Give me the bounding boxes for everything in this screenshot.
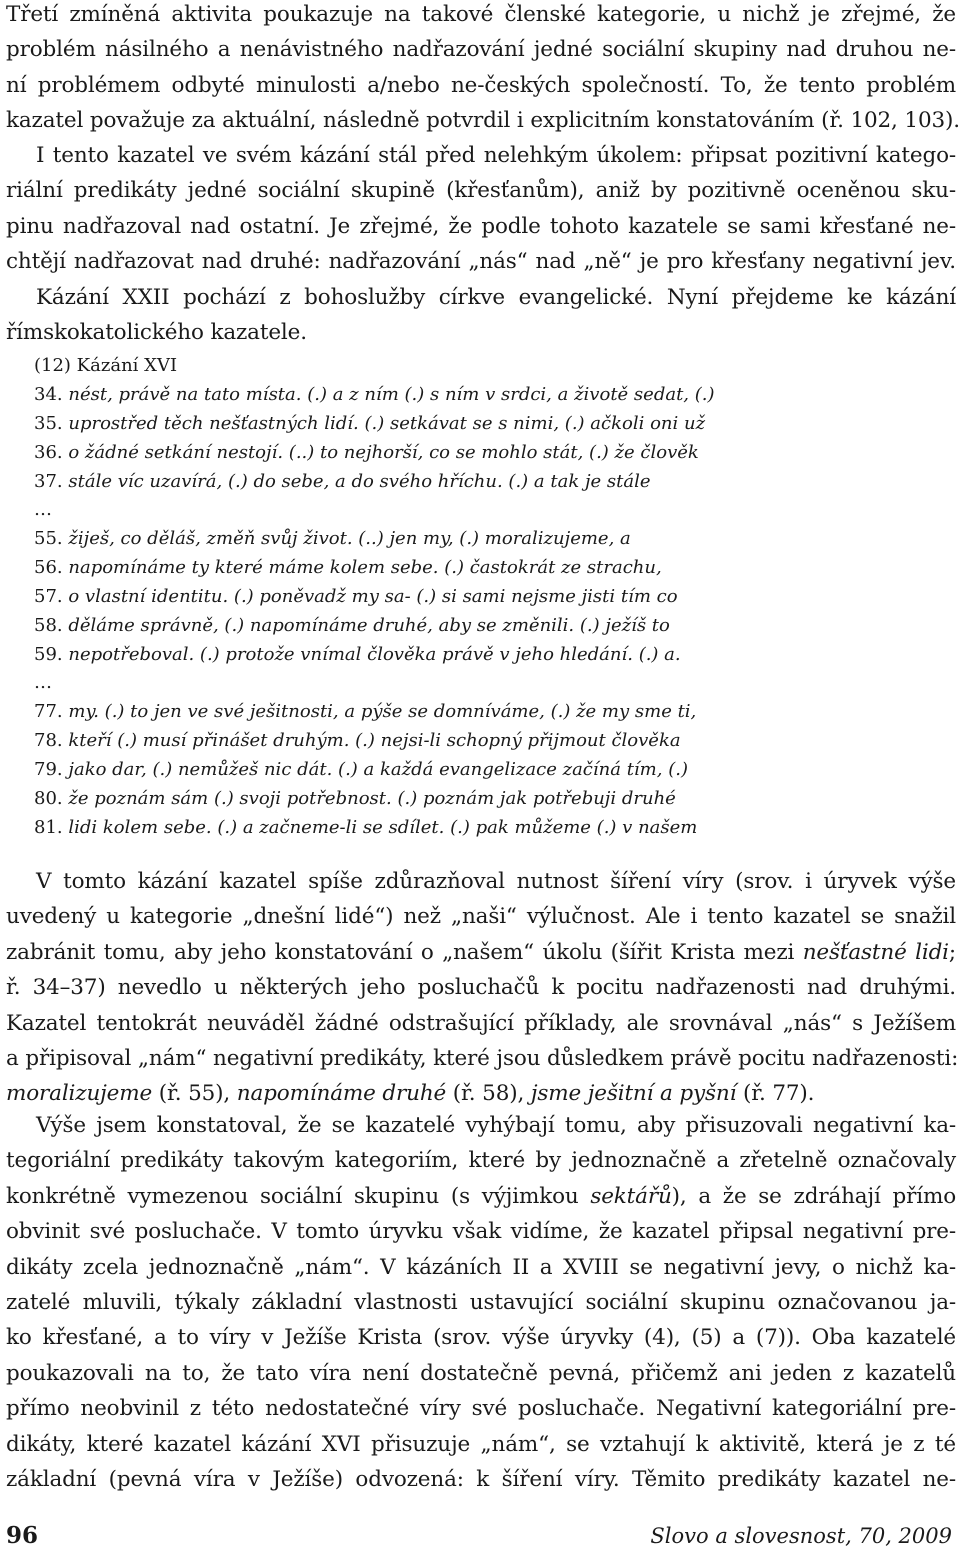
paragraph-4	[6, 1108, 956, 1497]
excerpt-line: 80. že poznám sám (.) svoji potřebnost. (.) poznám jak potřebuji druhé	[34, 788, 676, 809]
excerpt-ellipsis: …	[34, 499, 52, 520]
journal-citation: Slovo a slovesnost, 70, 2009	[650, 1524, 952, 1548]
text-line: V tomto kázání kazatel spíše zdůrazňoval nutnost šíření víry (srov. i úryvek výše	[36, 869, 956, 894]
text-line: zabránit tomu, aby jeho konstatování o „našem“ úkolu (šířit Krista mezi nešťastné lidi;	[6, 939, 956, 965]
excerpt-line: 78. kteří (.) musí přinášet druhým. (.) nejsi-li schopný přijmout člověka	[34, 730, 681, 751]
text-line: Kazatel tentokrát neuváděl žádné odstrašující příklady, ale srovnával „nás“ s Ježíšem	[6, 1010, 956, 1036]
text-line: zatelé mluvili, týkaly základní vlastnosti ustavující sociální skupinu označovanou ja-	[6, 1290, 956, 1316]
excerpt-line: 81. lidi kolem sebe. (.) a začneme-li se sdílet. (.) pak můžeme (.) v našem	[34, 817, 698, 838]
excerpt-line: 37. stále víc uzavírá, (.) do sebe, a do svého hříchu. (.) a tak je stále	[34, 471, 651, 492]
text-line: dikáty, které kazatel kázání XVI přisuzuje „nám“, se vztahují k aktivitě, která je z té	[6, 1431, 956, 1457]
text-line: pinu nadřazoval nad ostatní. Je zřejmé, že podle tohoto kazatele se sami křesťané ne-	[6, 213, 956, 239]
text-line: Výše jsem konstatoval, že se kazatelé vyhýbají tomu, aby přisuzovali negativní ka-	[36, 1113, 956, 1138]
text-line: poukazovali na to, že tato víra není dostatečně pevná, přičemž ani jeden z kazatelů	[6, 1360, 956, 1386]
excerpt-line: 34. nést, právě na tato místa. (.) a z ním (.) s ním v srdci, a životě sedat, (.)	[34, 384, 715, 405]
page-number: 96	[6, 1522, 39, 1549]
excerpt-line: 59. nepotřeboval. (.) protože vnímal člověka právě v jeho hledání. (.) a.	[34, 644, 681, 665]
text-line: dikáty zcela jednoznačně „nám“. V kázáních II a XVIII se negativní jevy, o nichž ka-	[6, 1254, 956, 1280]
text-line: Třetí zmíněná aktivita poukazuje na takové členské kategorie, u nichž je zřejmé, že	[6, 2, 956, 27]
text-line: Kázání XXII pochází z bohoslužby církve evangelické. Nyní přejdeme ke kázání	[36, 284, 956, 310]
paragraph-2	[6, 138, 956, 350]
excerpt-line: 79. jako dar, (.) nemůžeš nic dát. (.) a každá evangelizace začíná tím, (.)	[34, 759, 688, 780]
excerpt-line: 35. uprostřed těch nešťastných lidí. (.) setkávat se s nimi, (.) ačkoli oni už	[34, 413, 706, 434]
text-line: uvedený u kategorie „dnešní lidé“) než „naši“ výlučnost. Ale i tento kazatel se snažil	[6, 904, 956, 930]
excerpt-line: 36. o žádné setkání nestojí. (..) to nejhorší, co se mohlo stát, (.) že člověk	[34, 442, 699, 463]
paragraph-1	[6, 0, 960, 139]
excerpt-line: 58. děláme správně, (.) napomínáme druhé, aby se změnili. (.) ježíš to	[34, 615, 670, 636]
text-line: tegoriální predikáty takovým kategoriím, které by jednoznačně a zřetelně označovaly	[6, 1148, 956, 1174]
excerpt-line: 77. my. (.) to jen ve své ješitnosti, a pýše se domníváme, (.) že my sme ti,	[34, 701, 697, 722]
text-line: moralizujeme (ř. 55), napomínáme druhé (ř. 58), jsme ješitní a pyšní (ř. 77).	[6, 1081, 815, 1107]
text-line: konkrétně vymezenou sociální skupinu (s výjimkou sektářů), a že se zdráhají přímo	[6, 1183, 956, 1209]
excerpt-ellipsis: …	[34, 672, 52, 693]
text-line: kazatel považuje za aktuální, následně potvrdil i explicitním konstatováním (ř. 102, 103).	[6, 108, 960, 134]
text-line: římskokatolického kazatele.	[6, 320, 307, 346]
excerpt-title: (12) Kázání XVI	[34, 355, 178, 376]
text-line: a připisoval „nám“ negativní predikáty, které jsou důsledkem právě pocitu nadřazenosti:	[6, 1046, 959, 1072]
text-line: riální predikáty jedné sociální skupině (křesťanům), aniž by pozitivně oceněnou sku-	[6, 178, 956, 204]
text-line: chtějí nadřazovat nad druhé: nadřazování „nás“ nad „ně“ je pro křesťany negativní jev.	[6, 249, 956, 275]
excerpt-line: 56. napomínáme ty které máme kolem sebe. (.) častokrát ze strachu,	[34, 557, 662, 578]
excerpt-line: 55. žiješ, co děláš, změň svůj život. (..) jen my, (.) moralizujeme, a	[34, 528, 631, 549]
text-line: ko křesťané, a to víry v Ježíše Krista (srov. výše úryvky (4), (5) a (7)). Oba kazatelé	[6, 1325, 956, 1351]
paragraph-3	[6, 864, 959, 1112]
excerpt-line: 57. o vlastní identitu. (.) poněvadž my sa- (.) si sami nejsme jisti tím co	[34, 586, 678, 607]
text-line: problém násilného a nenávistného nadřazování jedné sociální skupiny nad druhou ne-	[6, 37, 956, 63]
text-line: I tento kazatel ve svém kázání stál před nelehkým úkolem: připsat pozitivní katego-	[36, 143, 956, 168]
text-line: základní (pevná víra v Ježíše) odvozená: k šíření víry. Těmito predikáty kazatel ne-	[6, 1467, 956, 1493]
text-line: přímo neobvinil z této nedostatečné víry své posluchače. Negativní kategoriální pre-	[6, 1396, 956, 1422]
text-line: ř. 34–37) nevedlo u některých jeho posluchačů k pocitu nadřazenosti nad druhými.	[6, 975, 956, 1001]
text-line: obvinit své posluchače. V tomto úryvku však vidíme, že kazatel připsal negativní pre-	[6, 1219, 956, 1245]
text-line: ní problémem odbyté minulosti a/nebo ne-českých společností. To, že tento problém	[6, 72, 956, 98]
